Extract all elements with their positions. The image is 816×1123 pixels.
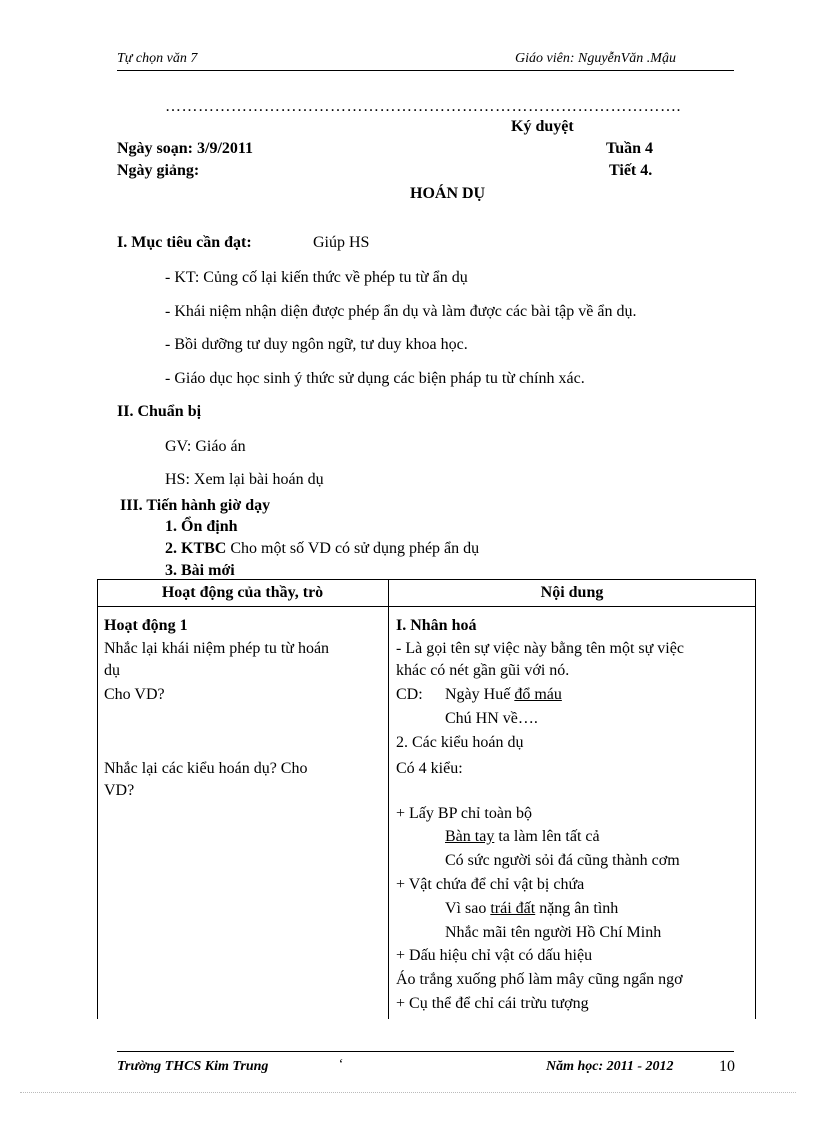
- k2-rest: nặng ân tình: [535, 900, 619, 917]
- section3-step1: 1. Ổn định: [165, 518, 238, 535]
- kind-4: + Cụ thể để chỉ cái trừu tượng: [396, 995, 589, 1012]
- section1-item: - KT: Củng cố lại kiến thức về phép tu từ ẩn dụ: [165, 269, 468, 286]
- kind-1-example-2: Có sức người sỏi đá cũng thành cơm: [445, 852, 680, 869]
- right-line: Có 4 kiểu:: [396, 760, 463, 777]
- cd-example-2: Chú HN về….: [445, 710, 538, 727]
- section3-step2: [165, 540, 479, 558]
- kind-1: + Lấy BP chỉ toàn bộ: [396, 805, 532, 822]
- cd-example: [445, 683, 562, 707]
- step2-bold: 2. KTBC: [165, 540, 227, 557]
- table-top-border: [97, 579, 756, 580]
- table-left-border: [97, 579, 98, 1019]
- footer-year: Năm học: 2011 - 2012: [546, 1059, 674, 1074]
- footer-rule: [117, 1051, 734, 1052]
- page-number: 10: [719, 1058, 735, 1075]
- activity-title: Hoạt động 1: [104, 617, 188, 634]
- k2-pre: Vì sao: [445, 900, 491, 917]
- right-heading: I. Nhân hoá: [396, 617, 477, 634]
- cd-label: CD:: [396, 686, 423, 703]
- table-header-border: [97, 606, 756, 607]
- step2-rest: Cho một số VD có sử dụng phép ẩn dụ: [230, 540, 480, 557]
- cd-underlined: đổ máu: [514, 686, 562, 703]
- footer-school: Trường THCS Kim Trung: [117, 1059, 269, 1074]
- ngay-soan: Ngày soạn: 3/9/2011: [117, 140, 254, 157]
- section1-heading: I. Mục tiêu cần đạt:: [117, 234, 252, 251]
- tuan: Tuần 4: [606, 140, 653, 157]
- kind-3-example: Áo trắng xuống phố làm mây cũng ngẩn ngơ: [396, 971, 683, 988]
- dotted-line: ………………………………………………………………………………….: [165, 98, 681, 115]
- kind-2: + Vật chứa để chỉ vật bị chứa: [396, 876, 585, 893]
- section1-item: - Bồi dưỡng tư duy ngôn ngữ, tư duy khoa học.: [165, 336, 468, 353]
- cd-pre: Ngày Huế: [445, 686, 515, 703]
- section3-step3: 3. Bài mới: [165, 562, 235, 579]
- approval-label: Ký duyệt: [511, 118, 574, 135]
- left-line: Nhắc lại các kiểu hoán dụ? Cho: [104, 760, 308, 777]
- header-rule: [117, 70, 734, 71]
- kind-3: + Dấu hiệu chỉ vật có dấu hiệu: [396, 947, 593, 964]
- footer-mark: ‘: [338, 1057, 343, 1072]
- header-subject: Tự chọn văn 7: [117, 51, 198, 66]
- left-line: VD?: [104, 782, 135, 799]
- table-mid-border: [388, 579, 389, 1019]
- kind-1-example: [445, 825, 600, 849]
- section1-item: - Giáo dục học sinh ý thức sử dụng các biện pháp tu từ chính xác.: [165, 370, 585, 387]
- bottom-divider: [20, 1092, 796, 1093]
- lesson-table: [97, 579, 756, 1019]
- left-line: Cho VD?: [104, 686, 165, 703]
- left-line: dụ: [104, 662, 120, 679]
- page-title: HOÁN DỤ: [410, 185, 486, 202]
- left-line: Nhắc lại khái niệm phép tu từ hoán: [104, 640, 330, 657]
- ngay-giang: Ngày giảng:: [117, 162, 200, 179]
- right-line: - Là gọi tên sự việc này bằng tên một sự việc: [396, 640, 684, 657]
- k1-underlined: Bàn tay: [445, 828, 495, 845]
- section2-heading: II. Chuẩn bị: [117, 403, 202, 420]
- section2-item: GV: Giáo án: [165, 438, 246, 455]
- right-line: khác có nét gần gũi với nó.: [396, 662, 570, 679]
- kind-2-example-2: Nhắc mãi tên người Hồ Chí Minh: [445, 924, 662, 941]
- section2-item: HS: Xem lại bài hoán dụ: [165, 471, 324, 488]
- section1-item: - Khái niệm nhận diện được phép ẩn dụ và làm được các bài tập về ẩn dụ.: [165, 303, 637, 320]
- right-line: 2. Các kiểu hoán dụ: [396, 734, 524, 751]
- kind-2-example: [445, 897, 618, 921]
- section3-heading: III. Tiến hành giờ dạy: [120, 497, 271, 514]
- header-teacher: Giáo viên: NguyễnVăn .Mậu: [515, 51, 676, 66]
- k2-underlined: trái đất: [490, 900, 536, 917]
- table-right-border: [755, 579, 756, 1019]
- k1-rest: ta làm lên tất cả: [494, 828, 600, 845]
- tiet: Tiết 4.: [609, 162, 653, 179]
- col2-header: Nội dung: [540, 584, 604, 601]
- col1-header: Hoạt động của thầy, trò: [161, 584, 324, 601]
- section1-aside: Giúp HS: [313, 234, 370, 251]
